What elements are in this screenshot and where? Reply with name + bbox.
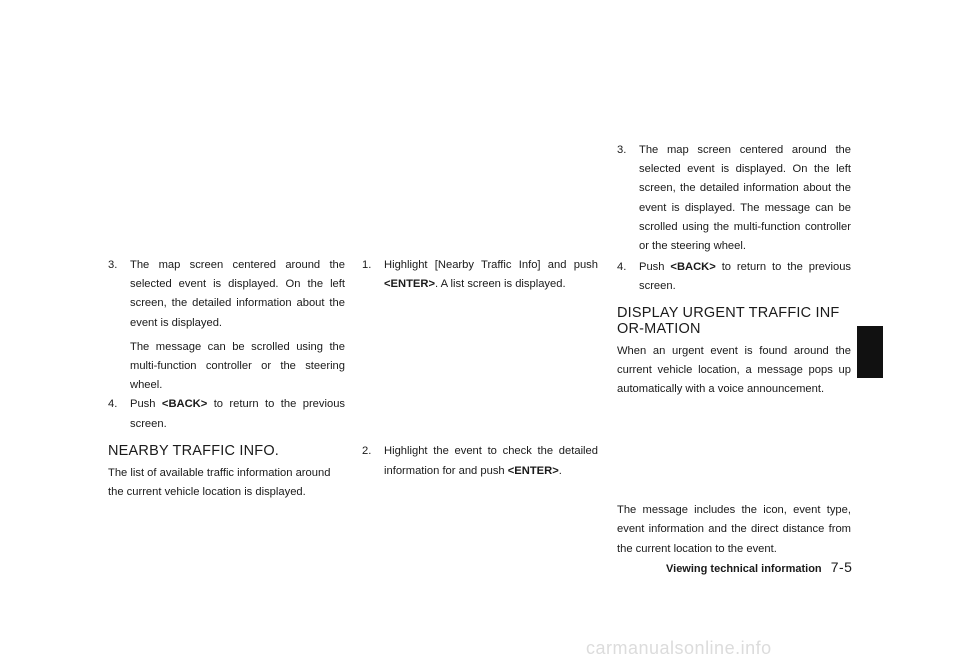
enter-key: <ENTER> bbox=[384, 278, 435, 291]
step-3 bbox=[108, 256, 345, 395]
step-1 bbox=[362, 256, 598, 294]
page-number: 7-5 bbox=[830, 559, 853, 575]
step-2 bbox=[362, 442, 598, 480]
enter-key: <ENTER> bbox=[507, 464, 559, 477]
section-heading: DISPLAY URGENT TRAFFIC INFOR-MATION bbox=[617, 304, 840, 337]
step-text-post: to return to the previous screen. bbox=[639, 261, 852, 293]
step-text-post: . A list screen is displayed. bbox=[434, 278, 566, 291]
column-right bbox=[617, 141, 851, 559]
column-middle bbox=[362, 256, 598, 481]
chapter-tab bbox=[857, 326, 883, 378]
step-text-pre: Push bbox=[130, 398, 156, 411]
step-text bbox=[639, 258, 851, 296]
step-number: 1. bbox=[362, 259, 372, 271]
step-text-post: . bbox=[558, 464, 562, 477]
step-text bbox=[384, 256, 598, 294]
step-text: The map screen centered around the selected event is displayed. On the left screen, the detailed information about the event is displayed. The message can be scrolled using the multi-function controller or the steering wheel. bbox=[639, 144, 851, 253]
back-key: <BACK> bbox=[670, 261, 716, 274]
step-text-pre: Highlight the event to check the detailed information for and push bbox=[384, 445, 598, 477]
section-heading: NEARBY TRAFFIC INFO. bbox=[108, 442, 280, 459]
section-body: When an urgent event is found around the current vehicle location, a message pops up automatically with a voice announcement. bbox=[617, 344, 851, 396]
step-4 bbox=[617, 258, 851, 296]
step-number: 3. bbox=[617, 144, 627, 156]
section-body-continued: The message includes the icon, event type, event information and the direct distance from the current location to the event. bbox=[617, 504, 851, 555]
step-4 bbox=[108, 395, 345, 433]
step-text bbox=[384, 442, 598, 480]
step-number: 2. bbox=[362, 445, 372, 458]
step-text: The map screen centered around the selected event is displayed. On the left screen, the detailed information about the event is displayed. bbox=[130, 259, 345, 329]
step-text bbox=[130, 395, 345, 433]
step-number: 4. bbox=[617, 261, 627, 274]
section-body: The list of available traffic information around the current vehicle location is displayed. bbox=[108, 466, 331, 499]
page-footer bbox=[666, 560, 852, 576]
footer-section-title: Viewing technical information bbox=[666, 563, 822, 575]
step-3 bbox=[617, 141, 851, 256]
step-text-post: to return to the previous screen. bbox=[130, 398, 346, 430]
step-number: 3. bbox=[108, 259, 118, 271]
column-left bbox=[108, 256, 345, 502]
watermark: carmanualsonline.info bbox=[586, 638, 772, 658]
step-text-pre: Highlight [Nearby Traffic Info] and push bbox=[384, 259, 598, 271]
step-text-pre: Push bbox=[639, 261, 665, 274]
back-key: <BACK> bbox=[161, 398, 208, 411]
step-number: 4. bbox=[108, 398, 118, 411]
step-text-continued: The message can be scrolled using the multi-function controller or the steering wheel. bbox=[130, 340, 345, 392]
